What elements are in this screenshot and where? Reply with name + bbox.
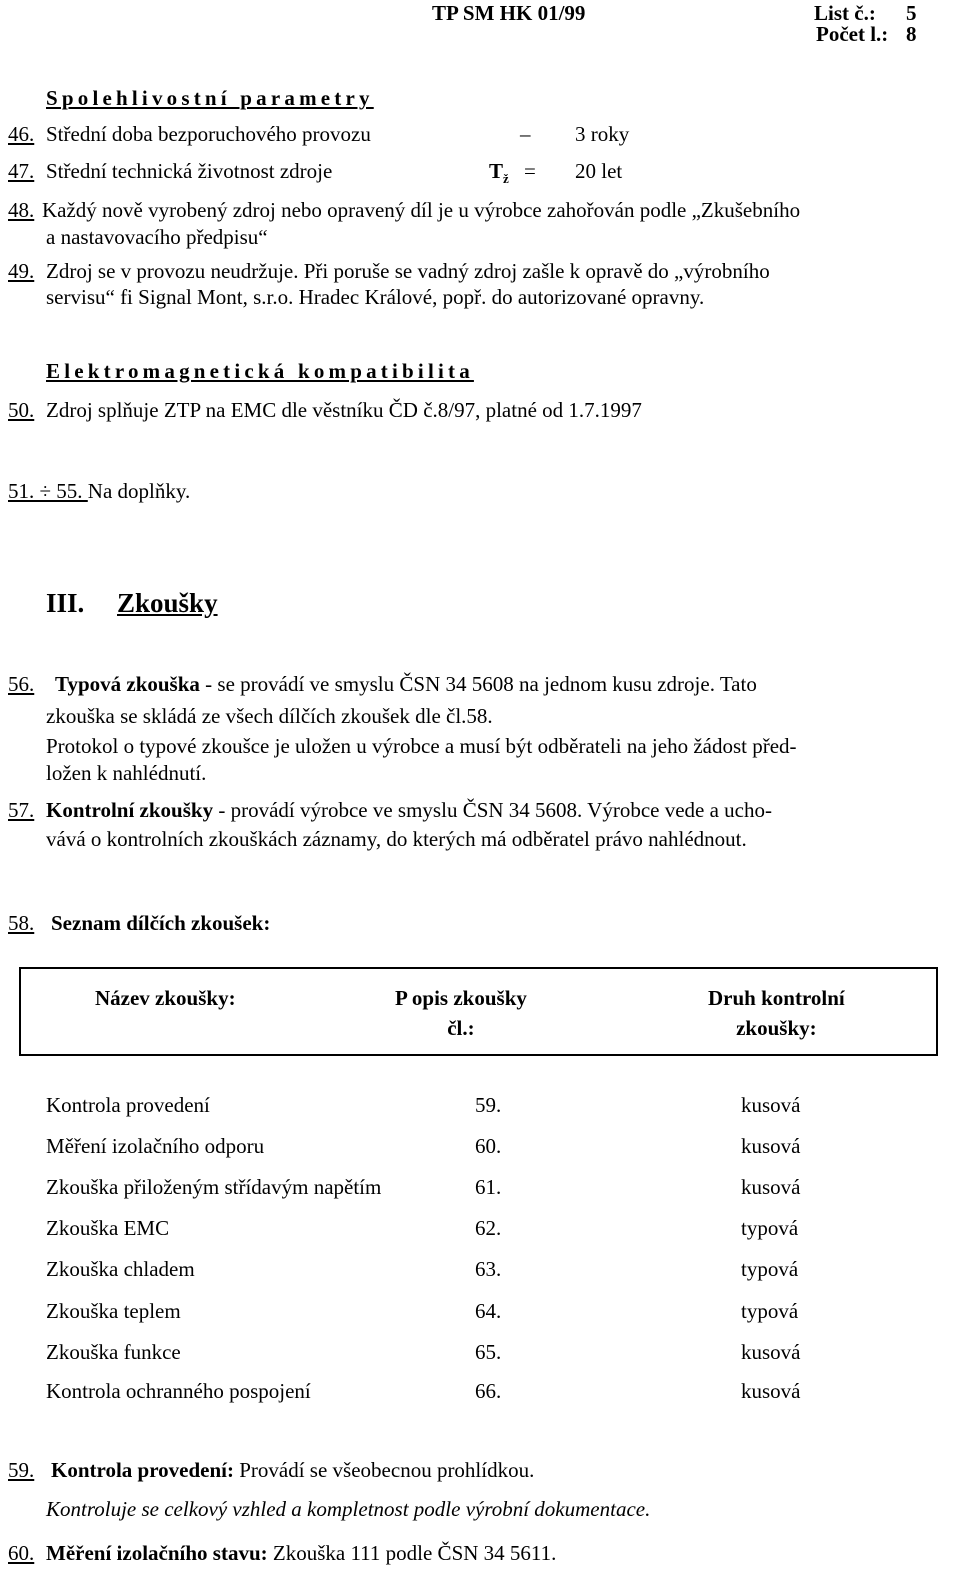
item-57-num: 57. bbox=[8, 798, 35, 822]
row-ref: 62. bbox=[475, 1216, 502, 1240]
item-48-line1: Každý nově vyrobený zdroj nebo opravený díl je u výrobce zahořován podle „Zkušebního bbox=[42, 198, 801, 222]
row-name: Měření izolačního odporu bbox=[46, 1134, 265, 1158]
count-label: Počet l.: bbox=[816, 22, 889, 46]
row-ref: 64. bbox=[475, 1299, 502, 1323]
row-ref: 59. bbox=[475, 1093, 502, 1117]
list-value: 5 bbox=[906, 1, 917, 25]
item-56-line4: ložen k nahlédnutí. bbox=[46, 761, 207, 785]
item-59-line1: Kontrola provedení: Provádí se všeobecnou prohlídkou. bbox=[51, 1458, 535, 1482]
row-name: Zkouška chladem bbox=[46, 1257, 195, 1281]
item-46-text: Střední doba bezporuchového provozu bbox=[46, 122, 371, 146]
row-name: Zkouška EMC bbox=[46, 1216, 170, 1240]
item-47-op: = bbox=[524, 159, 536, 183]
item-60-num: 60. bbox=[8, 1541, 35, 1565]
item-56-num: 56. bbox=[8, 672, 35, 696]
row-kind: kusová bbox=[741, 1175, 801, 1199]
row-name: Zkouška teplem bbox=[46, 1299, 181, 1323]
table-header-kind: Druh kontrolní zkoušky: bbox=[708, 986, 845, 1040]
row-kind: typová bbox=[741, 1216, 799, 1240]
count-value: 8 bbox=[906, 22, 917, 46]
item-46-value: 3 roky bbox=[575, 122, 630, 146]
section-title: Zkoušky bbox=[117, 588, 218, 618]
item-60-line1: Měření izolačního stavu: Zkouška 111 podle ČSN 34 5611. bbox=[46, 1541, 557, 1565]
row-kind: kusová bbox=[741, 1093, 801, 1117]
table-header-name: Název zkoušky: bbox=[95, 986, 236, 1010]
row-ref: 65. bbox=[475, 1340, 502, 1364]
item-59-line2: Kontroluje se celkový vzhled a kompletnost podle výrobní dokumentace. bbox=[46, 1497, 651, 1521]
row-ref: 61. bbox=[475, 1175, 502, 1199]
row-name: Kontrola provedení bbox=[46, 1093, 210, 1117]
item-51-55: 51. ÷ 55. Na doplňky. bbox=[8, 479, 191, 503]
item-47-text: Střední technická životnost zdroje bbox=[46, 159, 333, 183]
row-ref: 66. bbox=[475, 1379, 502, 1403]
row-kind: typová bbox=[741, 1257, 799, 1281]
item-46-op: – bbox=[520, 122, 531, 146]
row-name: Zkouška přiloženým střídavým napětím bbox=[46, 1175, 382, 1199]
row-kind: kusová bbox=[741, 1134, 801, 1158]
row-name: Zkouška funkce bbox=[46, 1340, 181, 1364]
row-ref: 63. bbox=[475, 1257, 502, 1281]
doc-id: TP SM HK 01/99 bbox=[432, 1, 586, 25]
item-50-num: 50. bbox=[8, 398, 35, 422]
item-46-num: 46. bbox=[8, 122, 35, 146]
item-47-value: 20 let bbox=[575, 159, 623, 183]
item-58-num: 58. bbox=[8, 911, 35, 935]
item-48-line2: a nastavovacího předpisu“ bbox=[46, 225, 268, 249]
item-58-title: Seznam dílčích zkoušek: bbox=[51, 911, 271, 935]
item-47-symbol: $T_ž$ bbox=[489, 159, 509, 186]
row-kind: typová bbox=[741, 1299, 799, 1323]
reliability-heading: Spolehlivostní parametry bbox=[46, 86, 374, 110]
item-59-num: 59. bbox=[8, 1458, 35, 1482]
row-kind: kusová bbox=[741, 1340, 801, 1364]
item-47-num: 47. bbox=[8, 159, 35, 183]
item-48-num: 48. bbox=[8, 198, 35, 222]
item-56-line2: zkouška se skládá ze všech dílčích zkoušek dle čl.58. bbox=[46, 704, 493, 728]
emc-heading: Elektromagnetická kompatibilita bbox=[46, 359, 474, 383]
item-50-text: Zdroj splňuje ZTP na EMC dle věstníku ČD č.8/97, platné od 1.7.1997 bbox=[46, 398, 642, 422]
item-57-line1: Kontrolní zkoušky - provádí výrobce ve smyslu ČSN 34 5608. Výrobce vede a ucho- bbox=[46, 798, 772, 822]
row-kind: kusová bbox=[741, 1379, 801, 1403]
item-57-line2: vává o kontrolních zkouškách záznamy, do kterých má odběratel právo nahlédnout. bbox=[46, 827, 747, 851]
item-56-line1: Typová zkouška - se provádí ve smyslu ČSN 34 5608 na jednom kusu zdroje. Tato bbox=[55, 672, 757, 696]
row-ref: 60. bbox=[475, 1134, 502, 1158]
item-49-line1: Zdroj se v provozu neudržuje. Při poruše se vadný zdroj zašle k opravě do „výrobního bbox=[46, 259, 770, 283]
row-name: Kontrola ochranného pospojení bbox=[46, 1379, 311, 1403]
table-header-ref: P opis zkoušky čl.: bbox=[395, 986, 527, 1040]
section-number: III. bbox=[46, 588, 85, 618]
item-56-line3: Protokol o typové zkoušce je uložen u výrobce a musí být odběrateli na jeho žádost před- bbox=[46, 734, 797, 758]
item-49-num: 49. bbox=[8, 259, 35, 283]
list-label: List č.: bbox=[814, 1, 876, 25]
item-49-line2: servisu“ fi Signal Mont, s.r.o. Hradec Králové, popř. do autorizované opravny. bbox=[46, 285, 705, 309]
